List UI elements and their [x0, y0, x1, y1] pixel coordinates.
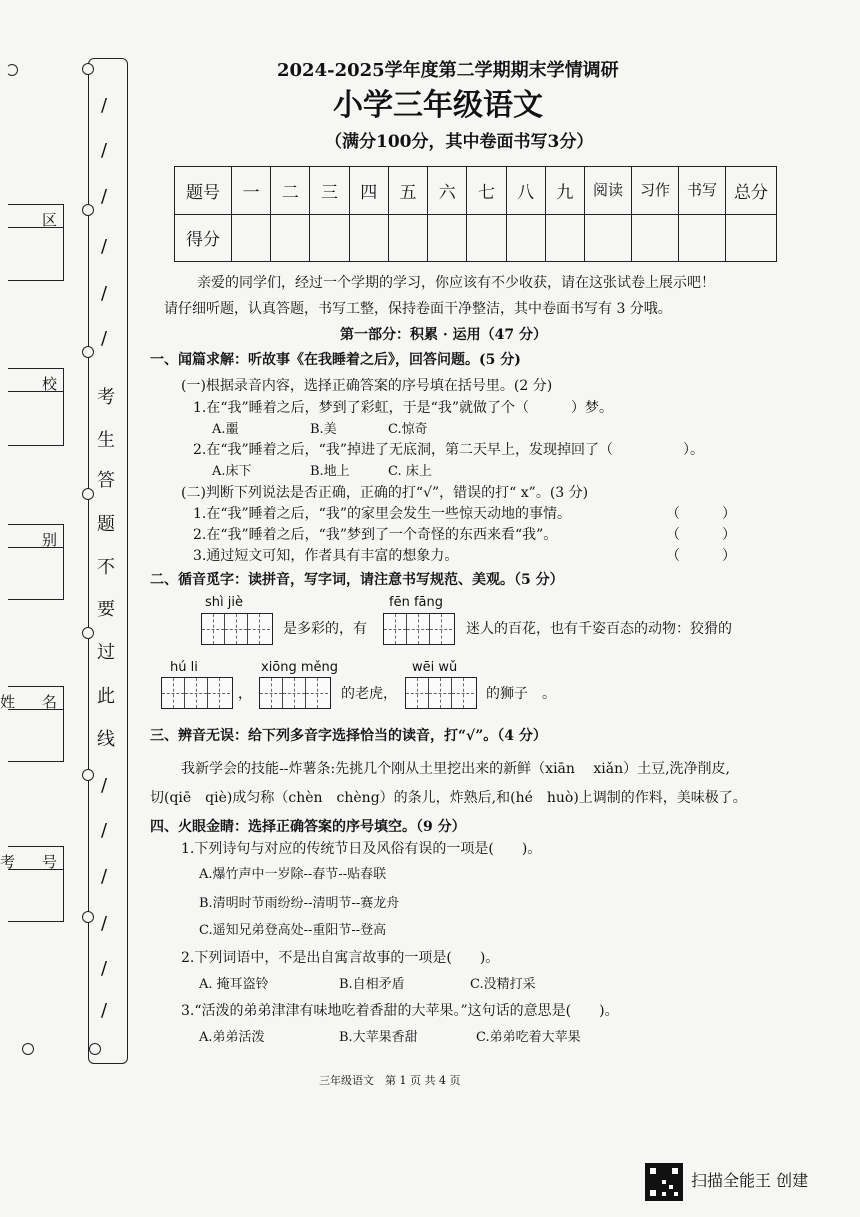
- q1-item2-option-c: C. 床上: [388, 464, 432, 479]
- cut-line-slash: /: [101, 140, 108, 161]
- q1-item1-option-b: B.美: [310, 422, 337, 437]
- q1-item2-option-b: B.地上: [310, 464, 350, 479]
- score-col-header: 三: [310, 167, 349, 215]
- page-footer: 三年级语文 第 1 页 共 4 页: [319, 1074, 461, 1087]
- score-cell[interactable]: [545, 214, 584, 262]
- q2-pinyin-weiwu: wēi wǔ: [412, 660, 458, 675]
- q1-item1-option-a: A.噩: [212, 422, 239, 437]
- q4-item2-option-a: A. 掩耳盗铃: [199, 977, 269, 992]
- score-col-header: 书写: [679, 167, 726, 215]
- q1-judge-3: 3.通过短文可知，作者具有丰富的想象力。: [193, 548, 459, 564]
- cut-line-slash: /: [101, 95, 108, 116]
- q4-item3: 3.“活泼的弟弟津津有味地吃着香甜的大苹果。”这句话的意思是( )。: [181, 1003, 619, 1019]
- score-col-header: 二: [271, 167, 310, 215]
- name-label: 名: [41, 693, 57, 711]
- writing-grid-shijie[interactable]: [201, 613, 273, 645]
- score-table-header-row: [175, 167, 777, 215]
- q1-item1: 1.在“我”睡着之后，梦到了彩虹，于是“我”就做了个（ ）梦。: [193, 400, 613, 416]
- q2-pinyin-shijie: shì jiè: [205, 595, 243, 610]
- score-cell[interactable]: [467, 214, 506, 262]
- q2-pinyin-huli: hú li: [170, 660, 198, 675]
- exam-subtitle: （满分100分，其中卷面书写3分）: [325, 132, 594, 152]
- intro-paragraph-1: 亲爱的同学们，经过一个学期的学习，你应该有不少收获，请在这张试卷上展示吧！: [197, 275, 715, 291]
- exam-number-label: 号: [41, 853, 57, 871]
- school-field[interactable]: [8, 368, 64, 446]
- q4-item3-option-c: C.弟弟吃着大苹果: [476, 1030, 581, 1045]
- q2-comma: ，: [238, 686, 252, 702]
- cut-line-slash: /: [101, 913, 108, 934]
- score-col-header: 总分: [726, 167, 777, 215]
- score-cell[interactable]: [310, 214, 349, 262]
- writing-grid-fenfang[interactable]: [383, 613, 455, 645]
- binding-hole-icon: [82, 488, 94, 500]
- score-cell[interactable]: [271, 214, 310, 262]
- cut-line-slash: /: [101, 866, 108, 887]
- q1-title: 一、闻篇求解：听故事《在我睡着之后》，回答问题。(5 分): [150, 352, 521, 368]
- q2-text-1: 是多彩的，有: [283, 621, 367, 637]
- score-cell[interactable]: [388, 214, 427, 262]
- intro-paragraph-2: 请仔细听题，认真答题，书写工整，保持卷面干净整洁，其中卷面书写有 3 分哦。: [164, 301, 672, 317]
- vertical-notice-char: 答: [97, 470, 115, 491]
- binding-hole-icon: [82, 346, 94, 358]
- binding-hole-icon: [22, 1043, 34, 1055]
- q1-judge-3-answer[interactable]: （ ）: [666, 548, 736, 564]
- binding-hole-icon: [82, 63, 94, 75]
- q4-item1-option-a: A.爆竹声中一岁除--春节--贴春联: [199, 867, 387, 882]
- qr-code-icon: [645, 1163, 683, 1201]
- q1-item2: 2.在“我”睡着之后，“我”掉进了无底洞，第二天早上，发现掉回了（ ）。: [193, 442, 704, 458]
- class-label: 别: [41, 531, 57, 549]
- q1-sub2: (二)判断下列说法是否正确，正确的打“√”，错误的打“ x”。(3 分): [181, 485, 589, 501]
- district-label: 区: [41, 211, 57, 229]
- cut-line-slash: /: [101, 186, 108, 207]
- exam-period-heading: 2024-2025学年度第二学期期末学情调研: [277, 60, 619, 81]
- exam-number-field[interactable]: [0, 846, 64, 922]
- binding-hole-icon: [82, 911, 94, 923]
- school-label: 校: [41, 375, 57, 393]
- score-col-header: 六: [428, 167, 467, 215]
- cut-line-slash: /: [101, 328, 108, 349]
- vertical-notice-char: 题: [97, 514, 115, 535]
- vertical-notice-char: 考: [97, 387, 115, 408]
- writing-grid-huli[interactable]: [161, 677, 233, 709]
- q4-item2-option-c: C.没精打采: [470, 977, 536, 992]
- question-number-label: 题号: [175, 167, 232, 215]
- score-cell[interactable]: [428, 214, 467, 262]
- score-col-header: 八: [506, 167, 545, 215]
- q2-pinyin-xiongmeng: xiōng měng: [261, 660, 339, 675]
- q2-text-2: 迷人的百花，也有千姿百态的动物：狡猾的: [466, 621, 732, 637]
- vertical-notice-char: 不: [97, 557, 115, 578]
- q1-item1-option-c: C.惊奇: [388, 422, 428, 437]
- score-col-header: 阅读: [585, 167, 632, 215]
- exam-number-label-prefix: 考: [0, 853, 16, 871]
- q4-item3-option-a: A.弟弟活泼: [199, 1030, 265, 1045]
- score-col-header: 五: [388, 167, 427, 215]
- writing-grid-xiongmeng[interactable]: [259, 677, 331, 709]
- vertical-notice-char: 线: [97, 729, 115, 750]
- score-table-score-row: [175, 214, 777, 262]
- binding-hole-icon: [82, 204, 94, 216]
- writing-grid-weiwu[interactable]: [405, 677, 477, 709]
- vertical-notice-char: 过: [97, 642, 115, 663]
- score-col-header: 一: [232, 167, 271, 215]
- q2-title: 二、循音觅字：读拼音，写字词，请注意书写规范、美观。（5 分）: [150, 572, 564, 588]
- district-field[interactable]: [8, 204, 64, 281]
- q4-title: 四、火眼金睛：选择正确答案的序号填空。（9 分）: [150, 819, 466, 835]
- cut-line-slash: /: [101, 820, 108, 841]
- score-cell[interactable]: [632, 214, 679, 262]
- vertical-notice-char: 要: [97, 599, 115, 620]
- score-cell[interactable]: [726, 214, 777, 262]
- q2-text-3: 的老虎，: [341, 686, 397, 702]
- binding-hole-icon: [82, 627, 94, 639]
- score-col-header: 七: [467, 167, 506, 215]
- class-field[interactable]: [8, 524, 64, 600]
- q3-line-1: 我新学会的技能--炸薯条:先挑几个刚从土里挖出来的新鲜（xiān xiǎn）土豆,洗净削皮,: [181, 761, 730, 777]
- cut-line-slash: /: [101, 958, 108, 979]
- score-col-header: 九: [545, 167, 584, 215]
- q4-item2: 2.下列词语中，不是出自寓言故事的一项是( )。: [181, 950, 500, 966]
- q1-judge-2-answer[interactable]: （ ）: [666, 527, 736, 543]
- cut-line-slash: /: [101, 775, 108, 796]
- q1-judge-2: 2.在“我”睡着之后，“我”梦到了一个奇怪的东西来看“我”。: [193, 527, 558, 543]
- q1-judge-1: 1.在“我”睡着之后，“我”的家里会发生一些惊天动地的事情。: [193, 506, 571, 522]
- q4-item1: 1.下列诗句与对应的传统节日及风俗有误的一项是( )。: [181, 841, 542, 857]
- part-one-heading: 第一部分：积累 · 运用（47 分）: [340, 327, 547, 343]
- vertical-notice-char: 生: [97, 430, 115, 451]
- score-cell[interactable]: [506, 214, 545, 262]
- score-table: [174, 166, 777, 262]
- name-label-prefix: 姓: [0, 693, 16, 711]
- q2-text-4: 的狮子 。: [486, 686, 556, 702]
- q4-item2-option-b: B.自相矛盾: [339, 977, 405, 992]
- name-field[interactable]: [0, 686, 64, 762]
- score-col-header: 习作: [632, 167, 679, 215]
- scanner-watermark: 扫描全能王 创建: [691, 1171, 809, 1190]
- score-cell[interactable]: [232, 214, 271, 262]
- q1-item2-option-a: A.床下: [212, 464, 252, 479]
- cut-line-slash: /: [101, 1000, 108, 1021]
- q4-item3-option-b: B.大苹果香甜: [339, 1030, 418, 1045]
- binding-hole-icon: [6, 64, 18, 76]
- exam-title: 小学三年级语文: [333, 88, 543, 123]
- cut-line-slash: /: [101, 283, 108, 304]
- q4-item1-option-c: C.遥知兄弟登高处--重阳节--登高: [199, 923, 387, 938]
- q4-item1-option-b: B.清明时节雨纷纷--清明节--赛龙舟: [199, 896, 400, 911]
- binding-hole-icon: [82, 769, 94, 781]
- q2-pinyin-fenfang: fēn fāng: [389, 595, 443, 610]
- score-cell[interactable]: [679, 214, 726, 262]
- vertical-notice-char: 此: [97, 686, 115, 707]
- binding-hole-icon: [89, 1043, 101, 1055]
- score-col-header: 四: [349, 167, 388, 215]
- cut-line-slash: /: [101, 236, 108, 257]
- q1-judge-1-answer[interactable]: （ ）: [666, 506, 736, 522]
- score-cell[interactable]: [349, 214, 388, 262]
- q3-title: 三、辨音无误：给下列多音字选择恰当的读音，打“√”。（4 分）: [150, 728, 547, 744]
- q1-sub1: (一)根据录音内容，选择正确答案的序号填在括号里。(2 分): [181, 378, 553, 394]
- score-cell[interactable]: [585, 214, 632, 262]
- score-row-label: 得分: [175, 214, 232, 262]
- q3-line-2: 切(qiē qiè)成匀称（chèn chèng）的条儿，炸熟后,和(hé huò)上调制的作料，美味极了。: [150, 790, 747, 806]
